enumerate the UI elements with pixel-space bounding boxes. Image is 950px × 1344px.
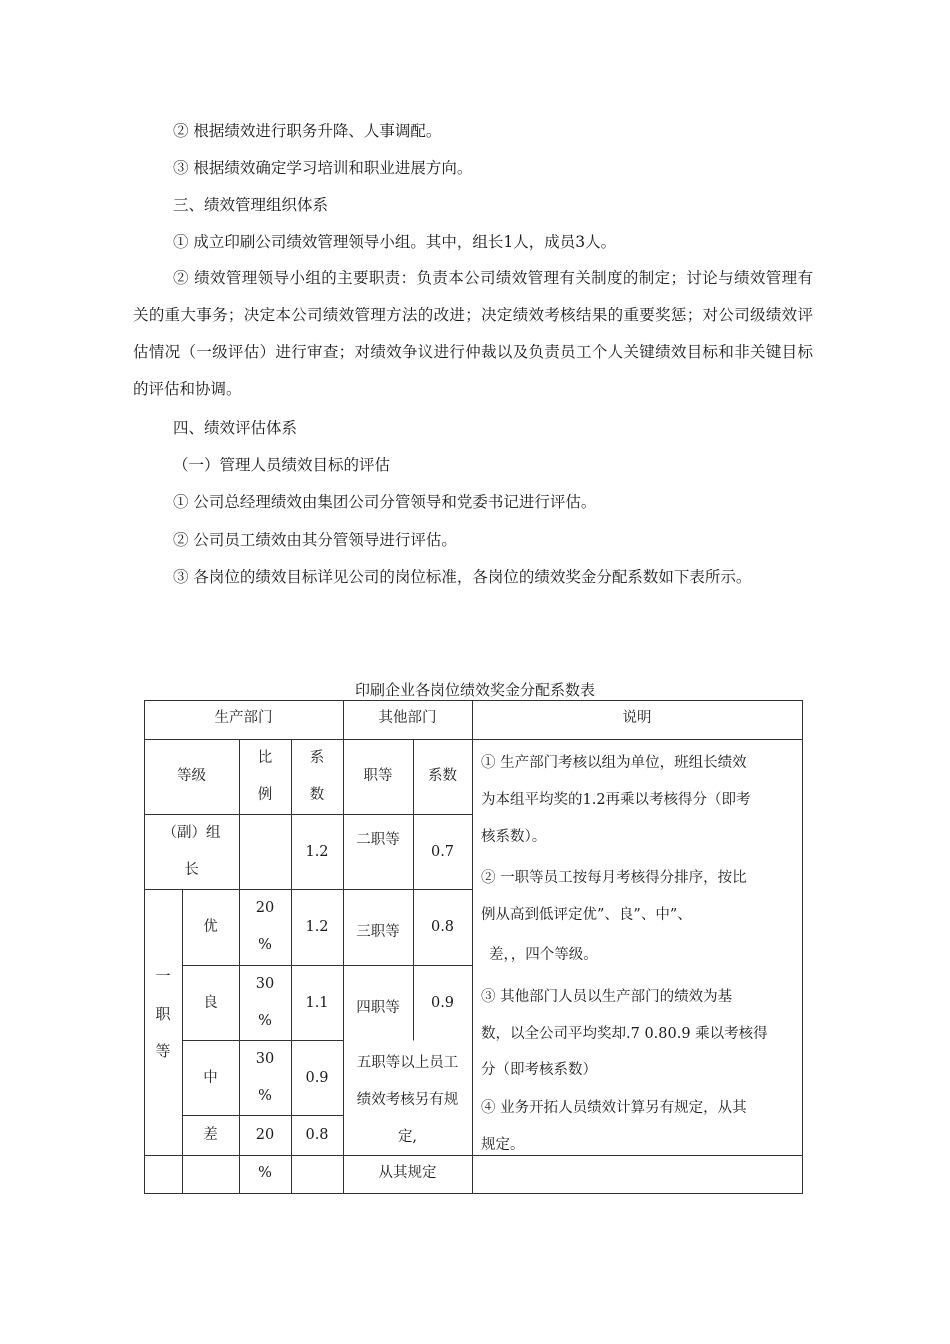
header-coef-line1: 系: [309, 750, 325, 766]
note-line: ① 生产部门考核以组为单位，班组长绩效: [481, 755, 747, 771]
grade-poor: 差: [203, 1127, 218, 1143]
leader-label-line2: 长: [184, 862, 199, 878]
rank5-label-line3: 定,: [397, 1129, 418, 1145]
header-rank: 职等: [363, 768, 393, 784]
medium-ratio-line2: %: [258, 1088, 272, 1104]
poor-ratio-line1: 20: [255, 1127, 275, 1143]
rank2-coef: 0.7: [430, 844, 455, 860]
subsection-heading-1: （一）管理人员绩效目标的评估: [173, 456, 391, 474]
rank4-label: 四职等: [356, 1000, 400, 1016]
rank5-label-line4: 从其规定: [378, 1165, 437, 1181]
paragraph-staff-evaluation: ② 公司员工绩效由其分管领导进行评估。: [173, 531, 457, 549]
header-note: 说明: [622, 710, 652, 726]
header-grade: 等级: [177, 768, 206, 784]
leader-coef: 1.2: [305, 844, 329, 860]
header-coef-line2: 数: [309, 787, 325, 803]
note-line: 分（即考核系数）: [481, 1062, 597, 1078]
note-line: ③ 其他部门人员以生产部门的绩效为基: [481, 989, 733, 1005]
paragraph-responsibilities: ② 绩效管理领导小组的主要职责：负责本公司绩效管理有关制度的制定；讨论与绩效管理有关的重大事务；决定本公司绩效管理方法的改进；决定绩效考核结果的重要奖惩；对公司级绩效评估情况（一级评估）进行审查；对绩效争议进行仲裁以及负责员工个人关键绩效目标和非关键目标的评估和协调。: [133, 269, 813, 398]
good-ratio-line2: %: [258, 1013, 272, 1029]
rank2-label: 二职等: [356, 832, 400, 848]
rank5-label-line1: 五职等以上员工: [356, 1055, 459, 1071]
excellent-coef: 1.2: [305, 919, 329, 935]
header-ratio-line1: 比: [257, 750, 273, 766]
first-rank-label-char1: 一: [155, 967, 171, 985]
rank4-coef: 0.9: [430, 995, 455, 1011]
good-coef: 1.1: [305, 995, 329, 1011]
first-rank-label-char2: 职: [155, 1005, 171, 1023]
leader-label-line1: （副）组: [162, 825, 221, 841]
header-other-dept: 其他部门: [378, 710, 437, 726]
note-line: 数，以全公司平均奖却.7 0.80.9 乘以考核得: [481, 1026, 768, 1042]
table-caption: 印刷企业各岗位绩效奖金分配系数表: [354, 681, 595, 699]
rank3-coef: 0.8: [430, 919, 455, 935]
paragraph-item-3: ③ 根据绩效确定学习培训和职业进展方向。: [173, 159, 473, 177]
section-heading-4: 四、绩效评估体系: [173, 419, 298, 437]
paragraph-position-standards: ③ 各岗位的绩效目标详见公司的岗位标准，各岗位的绩效奖金分配系数如下表所示。: [173, 568, 752, 586]
rank3-label: 三职等: [356, 924, 400, 940]
poor-ratio-line2: %: [258, 1165, 272, 1181]
note-line: ④ 业务开拓人员绩效计算另有规定，从其: [481, 1100, 747, 1116]
medium-coef: 0.9: [305, 1070, 329, 1086]
note-line: 差，，四个等级。: [489, 947, 598, 963]
poor-coef: 0.8: [305, 1127, 329, 1143]
note-line: 规定。: [481, 1137, 525, 1153]
paragraph-item-2: ② 根据绩效进行职务升降、人事调配。: [173, 122, 442, 140]
note-line: 例从高到低评定优”、良”、中”、: [481, 907, 692, 923]
first-rank-label-char3: 等: [155, 1042, 171, 1060]
rank5-label-line2: 绩效考核另有规: [356, 1092, 459, 1108]
grade-excellent: 优: [203, 919, 218, 935]
header-coef-other: 系数: [428, 768, 457, 784]
medium-ratio-line1: 30: [255, 1051, 275, 1067]
note-line: 为本组平均奖的1.2再乘以考核得分（即考: [481, 792, 751, 808]
section-heading-3: 三、绩效管理组织体系: [173, 196, 329, 214]
header-ratio-line2: 例: [257, 787, 273, 803]
excellent-ratio-line2: %: [258, 937, 272, 953]
note-line: ② 一职等员工按每月考核得分排序，按比: [481, 870, 747, 886]
header-production-dept: 生产部门: [214, 710, 273, 726]
paragraph-gm-evaluation: ① 公司总经理绩效由集团公司分管领导和党委书记进行评估。: [173, 493, 597, 511]
note-line: 核系数）。: [481, 829, 547, 845]
good-ratio-line1: 30: [255, 976, 275, 992]
grade-medium: 中: [203, 1070, 218, 1086]
paragraph-leadership-group: ① 成立印刷公司绩效管理领导小组。其中，组长1人，成员3人。: [173, 233, 617, 251]
grade-good: 良: [203, 995, 218, 1011]
excellent-ratio-line1: 20: [255, 900, 275, 916]
